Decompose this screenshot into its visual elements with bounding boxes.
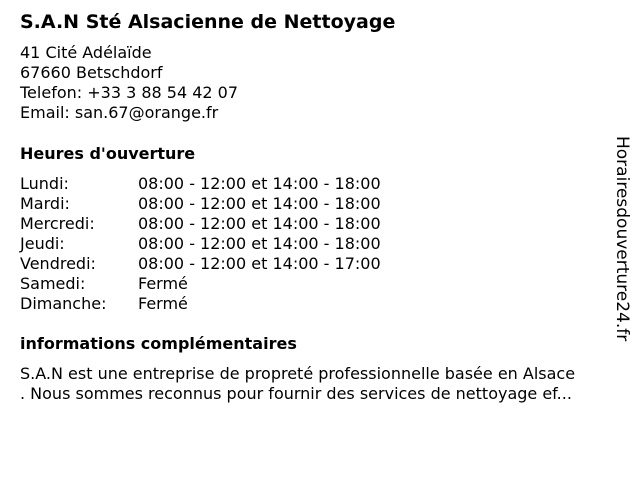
email-address[interactable]: Email: san.67@orange.fr	[20, 103, 219, 122]
opening-hours-table	[20, 174, 381, 314]
address-street: 41 Cité Adélaïde	[20, 43, 152, 62]
business-description	[20, 364, 620, 404]
hours-heading: Heures d'ouverture	[20, 144, 196, 163]
day-label: Mardi:	[20, 194, 70, 213]
day-label: Lundi:	[20, 174, 69, 193]
day-label: Samedi:	[20, 274, 86, 293]
day-label: Dimanche:	[20, 294, 107, 313]
day-label: Jeudi:	[20, 234, 65, 253]
hours-row-tuesday	[20, 194, 381, 214]
description-line: S.A.N est une entreprise de propreté professionnelle basée en Alsace	[20, 364, 576, 383]
hours-row-friday	[20, 254, 381, 274]
day-hours: 08:00 - 12:00 et 14:00 - 18:00	[138, 234, 381, 253]
day-hours: Fermé	[138, 294, 188, 313]
day-hours: Fermé	[138, 274, 188, 293]
phone-number[interactable]: Telefon: +33 3 88 54 42 07	[20, 83, 239, 102]
address-city: 67660 Betschdorf	[20, 63, 163, 82]
hours-row-monday	[20, 174, 381, 194]
day-hours: 08:00 - 12:00 et 14:00 - 18:00	[138, 174, 381, 193]
hours-row-wednesday	[20, 214, 381, 234]
hours-row-thursday	[20, 234, 381, 254]
contact-block	[20, 43, 238, 123]
day-hours: 08:00 - 12:00 et 14:00 - 18:00	[138, 214, 381, 233]
hours-row-sunday	[20, 294, 381, 314]
info-heading: informations complémentaires	[20, 334, 297, 353]
day-hours: 08:00 - 12:00 et 14:00 - 18:00	[138, 194, 381, 213]
hours-row-saturday	[20, 274, 381, 294]
site-watermark: Horairesdouverture24.fr	[612, 136, 632, 342]
business-name: S.A.N Sté Alsacienne de Nettoyage	[20, 11, 396, 33]
day-label: Vendredi:	[20, 254, 96, 273]
description-line: . Nous sommes reconnus pour fournir des services de nettoyage ef...	[20, 384, 572, 403]
day-label: Mercredi:	[20, 214, 95, 233]
day-hours: 08:00 - 12:00 et 14:00 - 17:00	[138, 254, 381, 273]
